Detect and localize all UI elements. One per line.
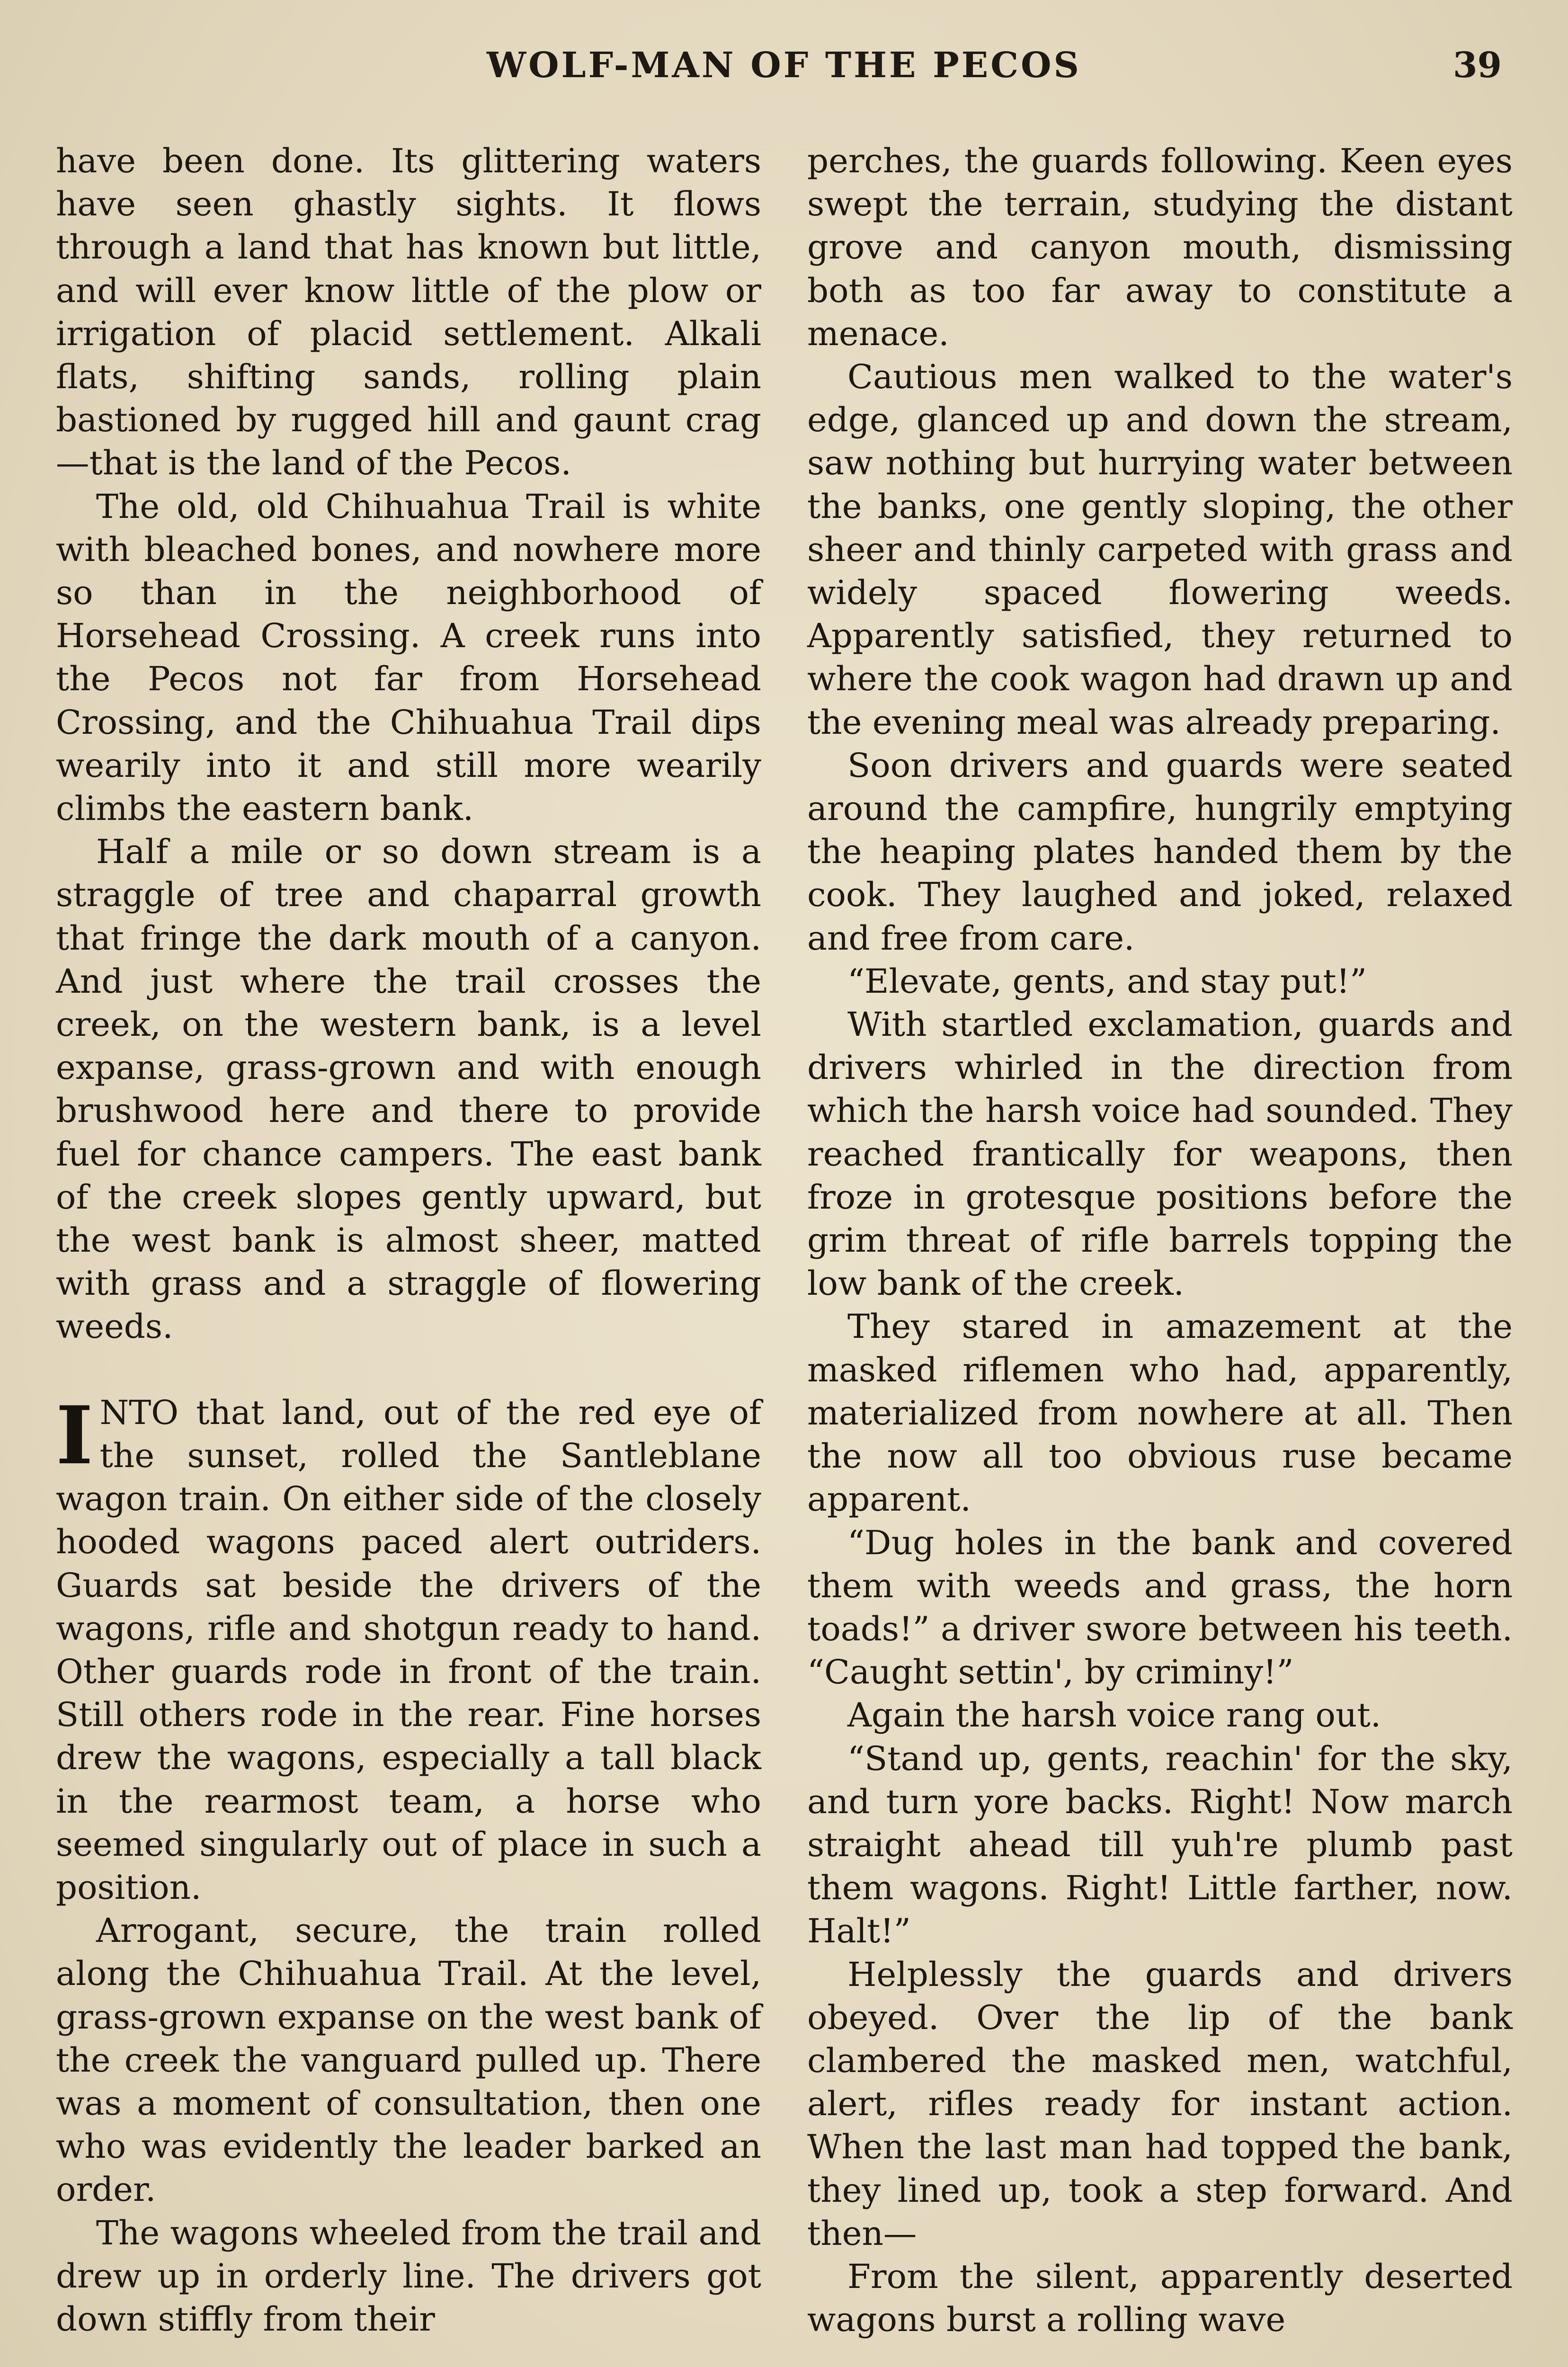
paragraph: They stared in amazement at the masked riflemen who had, apparently, materialized from nowhere at all. Then the now all too obvious ruse became apparent. <box>807 1307 1513 1519</box>
section-break <box>56 1349 761 1391</box>
dropcap-paragraph <box>56 1388 761 1909</box>
running-title: WOLF-MAN OF THE PECOS <box>486 45 1081 86</box>
paragraph: “Elevate, gents, and stay put!” <box>847 961 1367 1001</box>
paragraph-text: NTO that land, out of the red eye of the sunset, rolled the Santleblane wagon train. On either side of the closely hooded wagons paced alert outriders. Guards sat beside the drivers of the wagons, rifle and shotgun ready to hand. Other guards rode in front of the train. Still others rode in the rear. Fine horses drew the wagons, especially a tall black in the rearmost team, a horse who seemed singularly out of place in such a position. <box>56 1393 761 1907</box>
paragraph: Half a mile or so down stream is a straggle of tree and chaparral growth that fringe the dark mouth of a canyon. And just where the trail crosses the creek, on the western bank, is a level expanse, grass-grown and with enough brushwood here and there to provide fuel for chance campers. The east bank of the creek slopes gently upward, but the west bank is almost sheer, matted with grass and a straggle of flowering weeds. <box>56 832 761 1346</box>
paragraph: Soon drivers and guards were seated around the campfire, hungrily emptying the heaping plates handed them by the cook. They laughed and joked, relaxed and free from care. <box>807 746 1513 958</box>
paragraph: With startled exclamation, guards and drivers whirled in the direction from which the harsh voice had sounded. They reached frantically for weapons, then froze in grotesque positions before the grim threat of rifle barrels topping the low bank of the creek. <box>807 1005 1513 1303</box>
paragraph: “Stand up, gents, reachin' for the sky, and turn yore backs. Right! Now march straight ahead till yuh're plumb past them wagons. Right! Little farther, now. Halt!” <box>807 1739 1513 1951</box>
right-column <box>807 140 1513 2341</box>
paragraph: Cautious men walked to the water's edge, glanced up and down the stream, saw nothing but hurrying water between the banks, one gently sloping, the other sheer and thinly carpeted with grass and widely spaced flowering weeds. Apparently satisfied, they returned to where the cook wagon had drawn up and the evening meal was already preparing. <box>807 357 1513 742</box>
paragraph: Helplessly the guards and drivers obeyed. Over the lip of the bank clambered the masked men, watchful, alert, rifles ready for instant action. When the last man had topped the bank, they lined up, took a step forward. And then— <box>807 1955 1513 2253</box>
paragraph: The old, old Chihuahua Trail is white with bleached bones, and nowhere more so than in the neighborhood of Horsehead Crossing. A creek runs into the Pecos not far from Horsehead Crossing, and the Chihuahua Trail dips wearily into it and still more wearily climbs the eastern bank. <box>56 487 761 828</box>
paragraph: The wagons wheeled from the trail and drew up in orderly line. The drivers got down stiffly from their <box>56 2213 762 2339</box>
paragraph: Again the harsh voice rang out. <box>847 1696 1381 1735</box>
drop-cap: I <box>56 1388 93 1482</box>
paragraph: perches, the guards following. Keen eyes swept the terrain, studying the distant grove and canyon mouth, dismissing both as too far away to constitute a menace. <box>807 142 1513 353</box>
paragraph: have been done. Its glittering waters have seen ghastly sights. It flows through a land that has known but little, and will ever know little of the plow or irrigation of placid settlement. Alkali flats, shifting sands, rolling plain bastioned by rugged hill and gaunt crag—that is the land of the Pecos. <box>56 142 761 483</box>
page-number: 39 <box>1453 45 1502 86</box>
paragraph: From the silent, apparently deserted wagons burst a rolling wave <box>807 2257 1513 2340</box>
paragraph: “Dug holes in the bank and covered them with weeds and grass, the horn toads!” a driver swore between his teeth. “Caught settin', by criminy!” <box>807 1523 1513 1692</box>
page-header <box>52 45 1516 102</box>
left-column <box>56 140 761 2341</box>
paragraph: Arrogant, secure, the train rolled along the Chihuahua Trail. At the level, grass-grown expanse on the west bank of the creek the vanguard pulled up. There was a moment of consultation, then one who was evidently the leader barked an order. <box>56 1911 761 2209</box>
